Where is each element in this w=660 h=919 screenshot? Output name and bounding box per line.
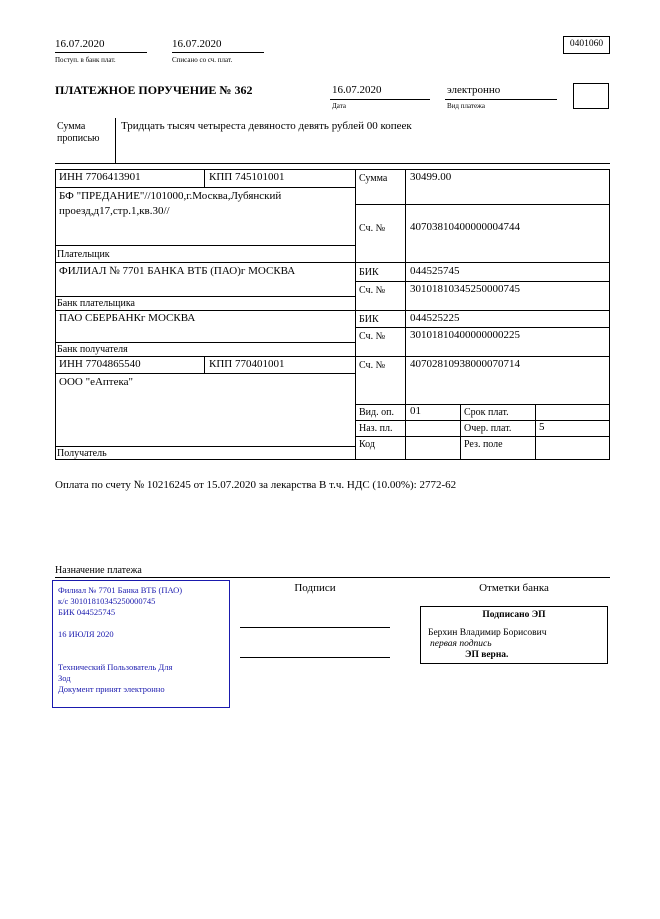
payee-inn: ИНН 7704865540	[59, 358, 141, 370]
payment-kind: электронно	[447, 84, 501, 96]
form-code-box: 0401060	[563, 36, 610, 54]
esign-box	[420, 606, 608, 664]
payee-bank-account: 30101810400000000225	[410, 329, 520, 341]
amount-words-value: Тридцать тысяч четыреста девяносто девять рублей 00 копеек	[121, 120, 412, 132]
writeoff-date-rule	[172, 52, 264, 53]
payee-account-label: Сч. №	[359, 360, 386, 371]
table-rule	[355, 281, 610, 282]
payee-bank-bik: 044525225	[410, 312, 460, 324]
payment-kind-rule	[445, 99, 557, 100]
payer-inn: ИНН 7706413901	[59, 171, 141, 183]
table-rule	[460, 404, 461, 460]
payee-name: ООО "еАптека"	[59, 376, 134, 388]
stamp-line: Филиал № 7701 Банка ВТБ (ПАО)	[58, 585, 183, 595]
document-date-rule	[330, 99, 430, 100]
payer-bank-account: 30101810345250000745	[410, 283, 520, 295]
esign-title: Подписано ЭП	[482, 610, 546, 620]
amount-words-rule-v	[115, 118, 116, 163]
writeoff-date-label: Списано со сч. плат.	[172, 56, 233, 64]
op-type-label: Вид. оп.	[359, 407, 394, 418]
signatures-label: Подписи	[294, 582, 336, 594]
payer-caption: Плательщик	[57, 249, 110, 260]
reserve-label: Рез. поле	[464, 439, 503, 450]
esign-signer: Берхин Владимир Борисович	[428, 628, 547, 638]
bank-stamp	[52, 580, 230, 708]
receipt-date-rule	[55, 52, 147, 53]
table-rule	[355, 404, 610, 405]
amount-words-rule-h	[55, 163, 610, 164]
table-rule	[204, 356, 205, 373]
stamp-line: Зод	[58, 673, 71, 683]
payer-kpp: КПП 745101001	[209, 171, 285, 183]
table-rule	[405, 169, 406, 460]
stamp-line: 16 ИЮЛЯ 2020	[58, 629, 114, 639]
purpose-code-label: Наз. пл.	[359, 423, 393, 434]
payee-kpp: КПП 770401001	[209, 358, 285, 370]
amount-words-label-1: Сумма	[57, 121, 86, 132]
table-rule	[55, 187, 355, 188]
payment-purpose-text: Оплата по счету № 10216245 от 15.07.2020 за лекарства В т.ч. НДС (10.00%): 2772-62	[55, 479, 457, 491]
purpose-rule	[55, 577, 610, 578]
payment-purpose-caption: Назначение платежа	[55, 565, 142, 576]
payer-bank-caption: Банк плательщика	[57, 298, 135, 309]
status-box	[573, 83, 609, 109]
document-title: ПЛАТЕЖНОЕ ПОРУЧЕНИЕ № 362	[55, 83, 253, 97]
table-rule	[355, 169, 356, 460]
bank-marks-label: Отметки банка	[479, 582, 549, 594]
payer-bank-bik: 044525745	[410, 265, 460, 277]
amount-words-label-2: прописью	[57, 133, 100, 144]
payee-bank-account-label: Сч. №	[359, 331, 386, 342]
table-rule	[535, 404, 536, 460]
payee-account: 40702810938000070714	[410, 358, 520, 370]
table-rule	[55, 373, 355, 374]
stamp-line: к/с 30101810345250000745	[58, 596, 156, 606]
table-rule	[355, 420, 610, 421]
receipt-date: 16.07.2020	[55, 38, 105, 50]
table-rule	[55, 262, 610, 263]
table-rule	[55, 245, 355, 246]
priority-value: 5	[539, 421, 545, 433]
receipt-date-label: Поступ. в банк плат.	[55, 56, 116, 64]
table-rule	[355, 436, 610, 437]
payer-bank-account-label: Сч. №	[359, 285, 386, 296]
stamp-line: Документ принят электронно	[58, 684, 165, 694]
payee-bank-caption: Банк получателя	[57, 344, 128, 355]
payer-name: БФ "ПРЕДАНИЕ"//101000,г.Москва,Лубянский проезд,д17,стр.1,кв.30//	[59, 190, 282, 217]
table-rule	[55, 356, 610, 357]
table-rule	[355, 327, 610, 328]
esign-kind: первая подпись	[430, 639, 492, 649]
priority-label: Очер. плат.	[464, 423, 512, 434]
signature-line-1	[240, 627, 390, 628]
payment-term-label: Срок плат.	[464, 407, 509, 418]
payer-account-label: Сч. №	[359, 223, 386, 234]
esign-verified: ЭП верна.	[465, 650, 509, 660]
table-rule	[355, 204, 610, 205]
amount-label: Сумма	[359, 173, 388, 184]
writeoff-date: 16.07.2020	[172, 38, 222, 50]
payer-account: 40703810400000004744	[410, 221, 520, 233]
payee-caption: Получатель	[57, 448, 107, 459]
payee-bank-bik-label: БИК	[359, 314, 379, 325]
table-rule	[204, 169, 205, 187]
document-date-label: Дата	[332, 102, 346, 110]
payee-bank-name: ПАО СБЕРБАНКг МОСКВА	[59, 312, 196, 324]
table-rule	[55, 310, 610, 311]
stamp-line: Технический Пользователь Для	[58, 662, 173, 672]
signature-line-2	[240, 657, 390, 658]
code-label: Код	[359, 439, 375, 450]
payment-kind-label: Вид платежа	[447, 102, 486, 110]
payer-bank-bik-label: БИК	[359, 267, 379, 278]
payer-bank-name: ФИЛИАЛ № 7701 БАНКА ВТБ (ПАО)г МОСКВА	[59, 265, 296, 277]
amount-value: 30499.00	[410, 171, 452, 183]
document-date: 16.07.2020	[332, 84, 382, 96]
op-type-value: 01	[410, 405, 421, 417]
stamp-line: БИК 044525745	[58, 607, 116, 617]
